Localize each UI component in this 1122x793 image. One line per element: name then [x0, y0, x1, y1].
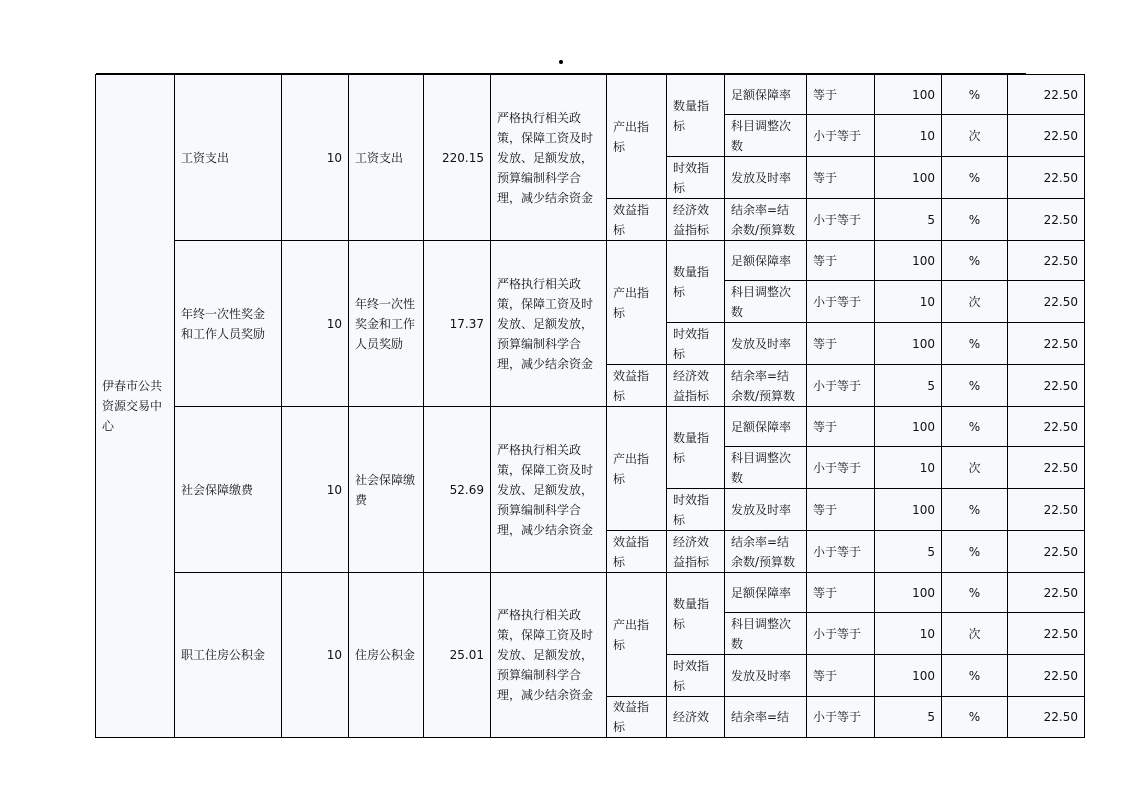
- project-goal-cell: 严格执行相关政策，保障工资及时发放、足额发放，预算编制科学合理，减少结余资金: [491, 573, 607, 738]
- indicator-name-cell: 科目调整次数: [725, 447, 807, 489]
- project-amount-cell: 25.01: [424, 573, 491, 738]
- project-score-cell: 10: [282, 407, 349, 573]
- project-amount-cell: 17.37: [424, 241, 491, 407]
- operator-cell: 小于等于: [807, 199, 875, 241]
- weight-cell: 22.50: [1008, 323, 1085, 365]
- level2-indicator-cell: 数量指标: [667, 241, 725, 323]
- operator-cell: 小于等于: [807, 281, 875, 323]
- indicator-name-cell: 科目调整次数: [725, 281, 807, 323]
- unit-cell: %: [942, 323, 1008, 365]
- target-value-cell: 100: [875, 157, 942, 199]
- indicator-name-cell: 发放及时率: [725, 655, 807, 697]
- target-value-cell: 5: [875, 697, 942, 738]
- weight-cell: 22.50: [1008, 613, 1085, 655]
- weight-cell: 22.50: [1008, 115, 1085, 157]
- indicator-name-cell: 足额保障率: [725, 75, 807, 115]
- level2-indicator-cell: 经济效益指标: [667, 199, 725, 241]
- unit-cell: %: [942, 655, 1008, 697]
- project-goal-cell: 严格执行相关政策，保障工资及时发放、足额发放，预算编制科学合理，减少结余资金: [491, 75, 607, 241]
- level2-indicator-cell: 数量指标: [667, 75, 725, 157]
- unit-cell: %: [942, 199, 1008, 241]
- operator-cell: 等于: [807, 489, 875, 531]
- project-content-cell: 年终一次性奖金和工作人员奖励: [349, 241, 424, 407]
- level1-indicator-cell: 效益指标: [607, 365, 667, 407]
- level1-indicator-cell: 产出指标: [607, 241, 667, 365]
- level1-indicator-cell: 产出指标: [607, 75, 667, 199]
- target-value-cell: 100: [875, 573, 942, 613]
- unit-cell: 次: [942, 115, 1008, 157]
- weight-cell: 22.50: [1008, 697, 1085, 738]
- project-goal-cell: 严格执行相关政策，保障工资及时发放、足额发放，预算编制科学合理，减少结余资金: [491, 407, 607, 573]
- level1-indicator-cell: 效益指标: [607, 199, 667, 241]
- table-row: [96, 75, 1085, 115]
- weight-cell: 22.50: [1008, 281, 1085, 323]
- level1-indicator-cell: 效益指标: [607, 697, 667, 738]
- table-row: [96, 573, 1085, 613]
- target-value-cell: 100: [875, 655, 942, 697]
- indicator-name-cell: 足额保障率: [725, 407, 807, 447]
- table-row: [96, 407, 1085, 447]
- level2-indicator-cell: 数量指标: [667, 407, 725, 489]
- operator-cell: 等于: [807, 323, 875, 365]
- operator-cell: 小于等于: [807, 115, 875, 157]
- level2-indicator-cell: 经济效: [667, 697, 725, 738]
- weight-cell: 22.50: [1008, 75, 1085, 115]
- operator-cell: 小于等于: [807, 447, 875, 489]
- indicator-name-cell: 结余率=结余数/预算数: [725, 531, 807, 573]
- unit-cell: %: [942, 531, 1008, 573]
- operator-cell: 等于: [807, 655, 875, 697]
- unit-cell: 次: [942, 613, 1008, 655]
- project-score-cell: 10: [282, 75, 349, 241]
- target-value-cell: 10: [875, 613, 942, 655]
- project-amount-cell: 220.15: [424, 75, 491, 241]
- indicator-name-cell: 结余率=结余数/预算数: [725, 199, 807, 241]
- target-value-cell: 100: [875, 407, 942, 447]
- page-top-dot: [559, 60, 563, 64]
- level1-indicator-cell: 产出指标: [607, 407, 667, 531]
- level1-indicator-cell: 产出指标: [607, 573, 667, 697]
- level1-indicator-cell: 效益指标: [607, 531, 667, 573]
- unit-cell: %: [942, 157, 1008, 199]
- project-amount-cell: 52.69: [424, 407, 491, 573]
- project-score-cell: 10: [282, 241, 349, 407]
- operator-cell: 等于: [807, 407, 875, 447]
- weight-cell: 22.50: [1008, 655, 1085, 697]
- project-content-cell: 社会保障缴费: [349, 407, 424, 573]
- project-content-cell: 工资支出: [349, 75, 424, 241]
- project-goal-cell: 严格执行相关政策，保障工资及时发放、足额发放，预算编制科学合理，减少结余资金: [491, 241, 607, 407]
- unit-cell: %: [942, 75, 1008, 115]
- indicator-name-cell: 足额保障率: [725, 573, 807, 613]
- weight-cell: 22.50: [1008, 241, 1085, 281]
- indicator-name-cell: 发放及时率: [725, 323, 807, 365]
- target-value-cell: 5: [875, 365, 942, 407]
- project-content-cell: 住房公积金: [349, 573, 424, 738]
- level2-indicator-cell: 时效指标: [667, 323, 725, 365]
- project-name-cell: 年终一次性奖金和工作人员奖励: [175, 241, 282, 407]
- level2-indicator-cell: 时效指标: [667, 489, 725, 531]
- project-name-cell: 职工住房公积金: [175, 573, 282, 738]
- level2-indicator-cell: 时效指标: [667, 655, 725, 697]
- unit-cell: %: [942, 407, 1008, 447]
- performance-target-table: [95, 74, 1085, 738]
- level2-indicator-cell: 时效指标: [667, 157, 725, 199]
- target-value-cell: 10: [875, 115, 942, 157]
- unit-cell: %: [942, 697, 1008, 738]
- weight-cell: 22.50: [1008, 199, 1085, 241]
- unit-cell: %: [942, 241, 1008, 281]
- project-name-cell: 工资支出: [175, 75, 282, 241]
- project-score-cell: 10: [282, 573, 349, 738]
- operator-cell: 小于等于: [807, 531, 875, 573]
- target-value-cell: 10: [875, 447, 942, 489]
- weight-cell: 22.50: [1008, 489, 1085, 531]
- unit-name-cell: 伊春市公共资源交易中心: [96, 75, 175, 738]
- target-value-cell: 5: [875, 531, 942, 573]
- operator-cell: 小于等于: [807, 365, 875, 407]
- operator-cell: 小于等于: [807, 613, 875, 655]
- weight-cell: 22.50: [1008, 447, 1085, 489]
- unit-cell: 次: [942, 281, 1008, 323]
- indicator-name-cell: 发放及时率: [725, 157, 807, 199]
- indicator-name-cell: 结余率=结余数/预算数: [725, 365, 807, 407]
- operator-cell: 等于: [807, 157, 875, 199]
- project-name-cell: 社会保障缴费: [175, 407, 282, 573]
- unit-cell: %: [942, 365, 1008, 407]
- level2-indicator-cell: 经济效益指标: [667, 365, 725, 407]
- indicator-name-cell: 科目调整次数: [725, 115, 807, 157]
- operator-cell: 等于: [807, 241, 875, 281]
- level2-indicator-cell: 数量指标: [667, 573, 725, 655]
- operator-cell: 小于等于: [807, 697, 875, 738]
- target-value-cell: 100: [875, 323, 942, 365]
- target-value-cell: 100: [875, 241, 942, 281]
- target-value-cell: 100: [875, 489, 942, 531]
- indicator-name-cell: 结余率=结: [725, 697, 807, 738]
- table-row: [96, 241, 1085, 281]
- unit-cell: 次: [942, 447, 1008, 489]
- unit-cell: %: [942, 489, 1008, 531]
- operator-cell: 等于: [807, 573, 875, 613]
- indicator-name-cell: 科目调整次数: [725, 613, 807, 655]
- weight-cell: 22.50: [1008, 365, 1085, 407]
- weight-cell: 22.50: [1008, 531, 1085, 573]
- target-value-cell: 10: [875, 281, 942, 323]
- weight-cell: 22.50: [1008, 573, 1085, 613]
- unit-cell: %: [942, 573, 1008, 613]
- level2-indicator-cell: 经济效益指标: [667, 531, 725, 573]
- indicator-name-cell: 发放及时率: [725, 489, 807, 531]
- target-value-cell: 5: [875, 199, 942, 241]
- weight-cell: 22.50: [1008, 157, 1085, 199]
- weight-cell: 22.50: [1008, 407, 1085, 447]
- target-value-cell: 100: [875, 75, 942, 115]
- operator-cell: 等于: [807, 75, 875, 115]
- indicator-name-cell: 足额保障率: [725, 241, 807, 281]
